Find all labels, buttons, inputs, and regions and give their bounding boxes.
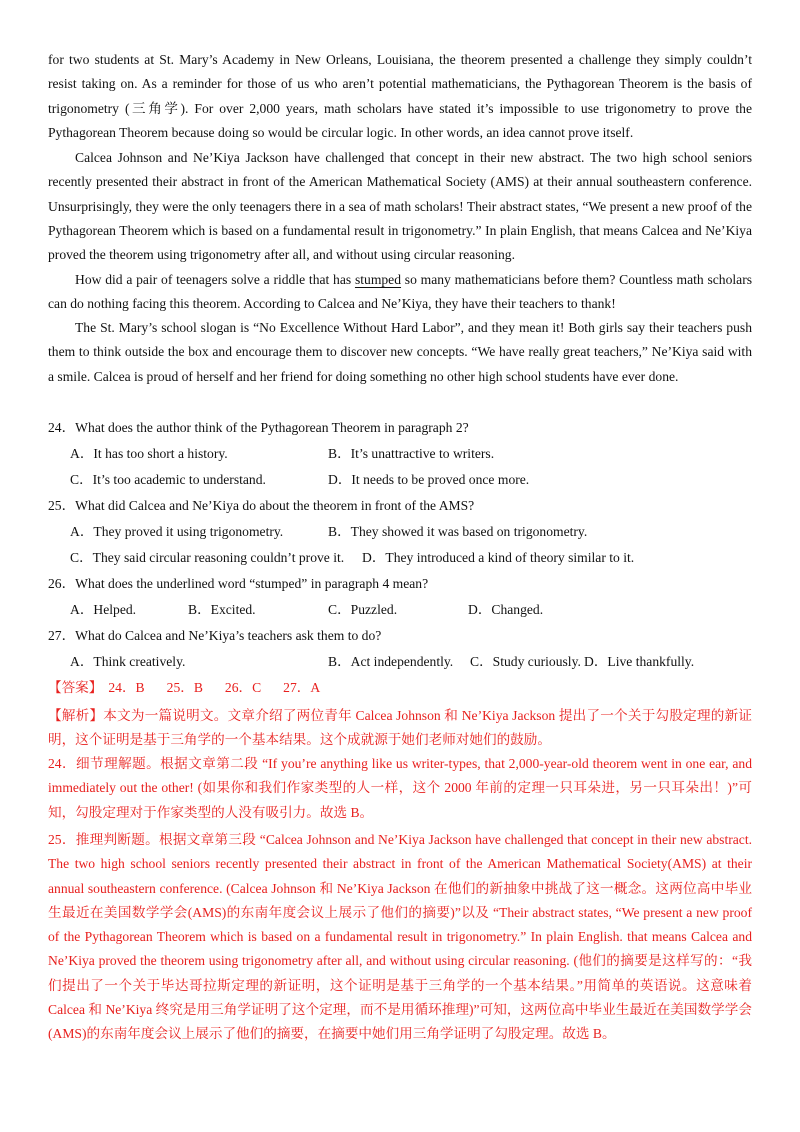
paragraph-3-text-after: so many mathematicians before them? Countless math scholars can do nothing facing this theorem. According to Calcea and Ne’Kiya, they have their teachers to thank! <box>48 272 753 312</box>
answer-item: 26．C <box>224 680 262 695</box>
question-27-stem: 27．What do Calcea and Ne’Kiya’s teachers ask them to do? <box>48 628 382 643</box>
question-26-option-a: A．Helped. <box>70 602 137 617</box>
question-24-option-a: A．It has too short a history. <box>70 446 228 461</box>
answer-item: 24．B <box>108 680 145 695</box>
question-24-option-b: B．It’s unattractive to writers. <box>328 446 495 461</box>
analysis-question-25: 25．推理判断题。根据文章第三段 “Calcea Johnson and Ne’Kiya Jackson have challenged that concept in their new abstract. The two high school seniors recently presented their abstract in front of the American Mathematical Society(AMS) at their annual southeastern conference. (Calcea Johnson 和 Ne’Kiya Jackson 在他们的新抽象中挑战了这一概念。这两位高中毕业生最近在美国数学学会(AMS)的东南年度会议上展示了他们的摘要)”以及 “Their abstract states, “We present a new proof of the Pythagorean Theorem which is based on a fundamental result in trigonometry.” In plain English. that means Calcea and Ne’Kiya proved the theorem using trigonometry after all, and without using circular reasoning. (他们的摘要是这样写的：“我们提出了一个关于毕达哥拉斯定理的新证明，这个证明是基于三角学的一个基本结果。”用简单的英语说。这意味着 Calcea 和 Ne’Kiya 终究是用三角学证明了这个定理，而不是用循环推理)”可知，这两位高中毕业生最近在美国数学学会(AMS)的东南年度会议上展示了他们的摘要，在摘要中她们用三角学证明了勾股定理。故选 B。 <box>48 832 752 1042</box>
question-26-option-d: D．Changed. <box>468 602 544 617</box>
passage-paragraph-4: The St. Mary’s school slogan is “No Excellence Without Hard Labor”, and they mean it! Both girls say their teachers push them to think outside the box and encourage them to discover new concepts. “We have really great teachers,” Ne’Kiya said with a smile. Calcea is proud of herself and her friend for doing something no other high school students have ever done. <box>48 320 752 384</box>
answer-item: 27．A <box>283 680 321 695</box>
answer-key-label: 【答案】 <box>48 680 103 695</box>
question-25-stem: 25．What did Calcea and Ne’Kiya do about the theorem in front of the AMS? <box>48 498 475 513</box>
question-26-option-c: C．Puzzled. <box>328 602 398 617</box>
question-27-option-a: A．Think creatively. <box>70 654 186 669</box>
question-24-stem: 24．What does the author think of the Pythagorean Theorem in paragraph 2? <box>48 420 469 435</box>
passage-paragraph-2: Calcea Johnson and Ne’Kiya Jackson have challenged that concept in their new abstract. The two high school seniors recently presented their abstract in front of the American Mathematical Society (AMS) at their annual southeastern conference. Unsurprisingly, they were the only teenagers there in a sea of math scholars! Their abstract states, “We present a new proof of the Pythagorean Theorem which is based on a fundamental result in trigonometry.” In plain English, that means Calcea and Ne’Kiya proved the theorem using trigonometry after all, and without using circular reasoning. <box>48 150 752 263</box>
paragraph-3-text-before: How did a pair of teenagers solve a riddle that has <box>75 272 355 287</box>
question-27-option-d: D．Live thankfully. <box>584 654 695 669</box>
question-25-option-b: B．They showed it was based on trigonometry. <box>328 524 588 539</box>
passage-paragraph-3 <box>48 268 752 317</box>
passage-paragraph-1: for two students at St. Mary’s Academy in New Orleans, Louisiana, the theorem presented a challenge they simply couldn’t resist taking on. As a reminder for those of us who aren’t potential mathematicians, the Pythagorean Theorem is the basis of trigonometry (三角学). For over 2,000 years, math scholars have stated it’s impossible to use trigonometry to prove the Pythagorean Theorem because doing so would be circular logic. In other words, an idea cannot prove itself. <box>48 52 752 140</box>
question-26-stem: 26．What does the underlined word “stumped” in paragraph 4 mean? <box>48 576 429 591</box>
question-27-option-c: C．Study curiously. <box>470 654 581 669</box>
analysis-intro: 【解析】本文为一篇说明文。文章介绍了两位青年 Calcea Johnson 和 Ne’Kiya Jackson 提出了一个关于勾股定理的新证明，这个证明是基于三角学的一个基本结果。这个成就源于她们老师对她们的鼓励。 <box>48 708 752 748</box>
question-24-option-d: D．It needs to be proved once more. <box>328 472 530 487</box>
underlined-word-stumped: stumped <box>354 272 402 287</box>
question-24-option-c: C．It’s too academic to understand. <box>70 472 266 487</box>
question-25-option-a: A．They proved it using trigonometry. <box>70 524 284 539</box>
answer-key <box>48 678 342 698</box>
analysis-question-24: 24．细节理解题。根据文章第二段 “If you’re anything like us writer-types, that 2,000-year-old theorem went in one ear, and immediately out the other! (如果你和我们作家类型的人一样，这个 2000 年前的定理一只耳朵进，另一只耳朵出！)”可知，勾股定理对于作家类型的人没有吸引力。故选 B。 <box>48 756 753 820</box>
question-26-option-b: B．Excited. <box>188 602 256 617</box>
question-25-option-d: D．They introduced a kind of theory similar to it. <box>362 550 635 565</box>
question-25-option-c: C．They said circular reasoning couldn’t prove it. <box>70 550 345 565</box>
question-27-option-b: B．Act independently. <box>328 654 454 669</box>
answer-item: 25．B <box>166 680 203 695</box>
